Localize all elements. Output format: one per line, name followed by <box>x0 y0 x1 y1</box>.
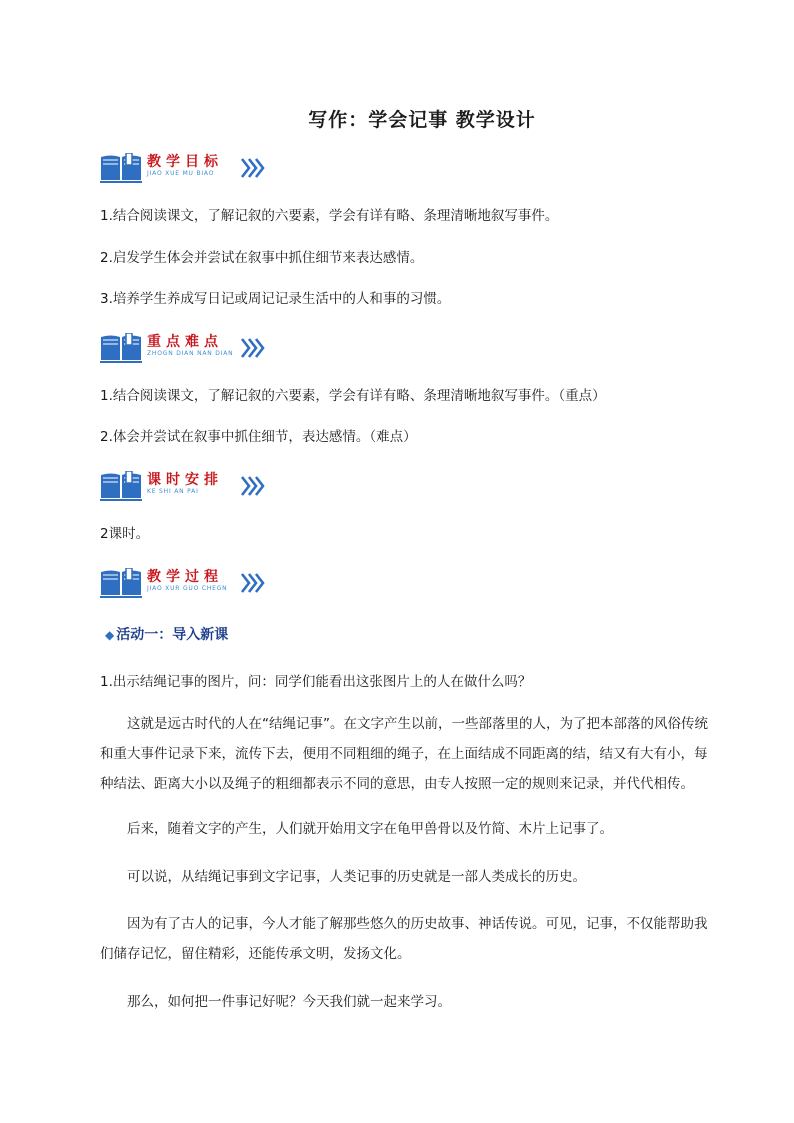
section-pinyin: ZHOGN DIAN NAN DIAN <box>147 350 234 357</box>
triple-chevron-icon <box>240 475 266 497</box>
section-pinyin: KE SHI AN PAI <box>147 488 199 495</box>
activity-paragraph: 可以说，从结绳记事到文字记事，人类记事的历史就是一部人类成长的历史。 <box>127 869 586 885</box>
section-pinyin: JIAO XUE MU BIAO <box>147 170 215 177</box>
schedule-text: 2课时。 <box>100 526 150 542</box>
triple-chevron-icon <box>240 157 266 179</box>
book-icon <box>100 568 142 598</box>
goal-item: 1.结合阅读课文，了解记叙的六要素，学会有详有略、条理清晰地叙写事件。 <box>100 208 559 224</box>
triple-chevron-icon <box>240 572 266 594</box>
section-title: 教学目标 <box>147 154 223 170</box>
activity-paragraph: 后来，随着文字的产生，人们就开始用文字在龟甲兽骨以及竹简、木片上记事了。 <box>127 821 613 837</box>
section-title: 重点难点 <box>147 334 223 350</box>
activity-paragraph: 1.出示结绳记事的图片，问：同学们能看出这张图片上的人在做什么吗？ <box>100 674 532 690</box>
key-point-item: 2.体会并尝试在叙事中抓住细节，表达感情。（难点） <box>100 429 417 445</box>
page-title: 写作：学会记事 教学设计 <box>308 109 536 131</box>
section-title: 教学过程 <box>147 569 223 585</box>
section-title: 课时安排 <box>147 472 223 488</box>
section-header-teaching-process <box>100 566 300 602</box>
book-icon <box>100 333 142 363</box>
book-icon <box>100 153 142 183</box>
section-header-schedule <box>100 469 300 505</box>
section-header-teaching-goals <box>100 151 300 187</box>
book-icon <box>100 471 142 501</box>
activity-paragraph: 那么，如何把一件事记好呢？今天我们就一起来学习。 <box>127 994 451 1010</box>
activity-paragraph: 这就是远古时代的人在“结绳记事”。在文字产生以前，一些部落里的人，为了把本部落的风俗传统和重大事件记录下来，流传下去，便用不同粗细的绳子，在上面结成不同距离的结，结又有大有小，每种结法、距离大小以及绳子的粗细都表示不同的意思，由专人按照一定的规则来记录，并代代相传。 <box>100 716 708 792</box>
activity-paragraph: 因为有了古人的记事，今人才能了解那些悠久的历史故事、神话传说。可见，记事，不仅能帮助我们储存记忆，留住精彩，还能传承文明，发扬文化。 <box>100 916 708 962</box>
key-point-item: 1.结合阅读课文，了解记叙的六要素，学会有详有略、条理清晰地叙写事件。（重点） <box>100 388 606 404</box>
activity-title: 活动一：导入新课 <box>116 627 229 643</box>
section-header-key-points <box>100 331 300 367</box>
diamond-icon: ◆ <box>105 628 115 642</box>
goal-item: 3.培养学生养成写日记或周记记录生活中的人和事的习惯。 <box>100 291 451 307</box>
activity-heading <box>105 624 228 644</box>
triple-chevron-icon <box>240 337 266 359</box>
goal-item: 2.启发学生体会并尝试在叙事中抓住细节来表达感情。 <box>100 250 424 266</box>
section-pinyin: JIAO XUR GUO CHEGN <box>147 585 228 592</box>
